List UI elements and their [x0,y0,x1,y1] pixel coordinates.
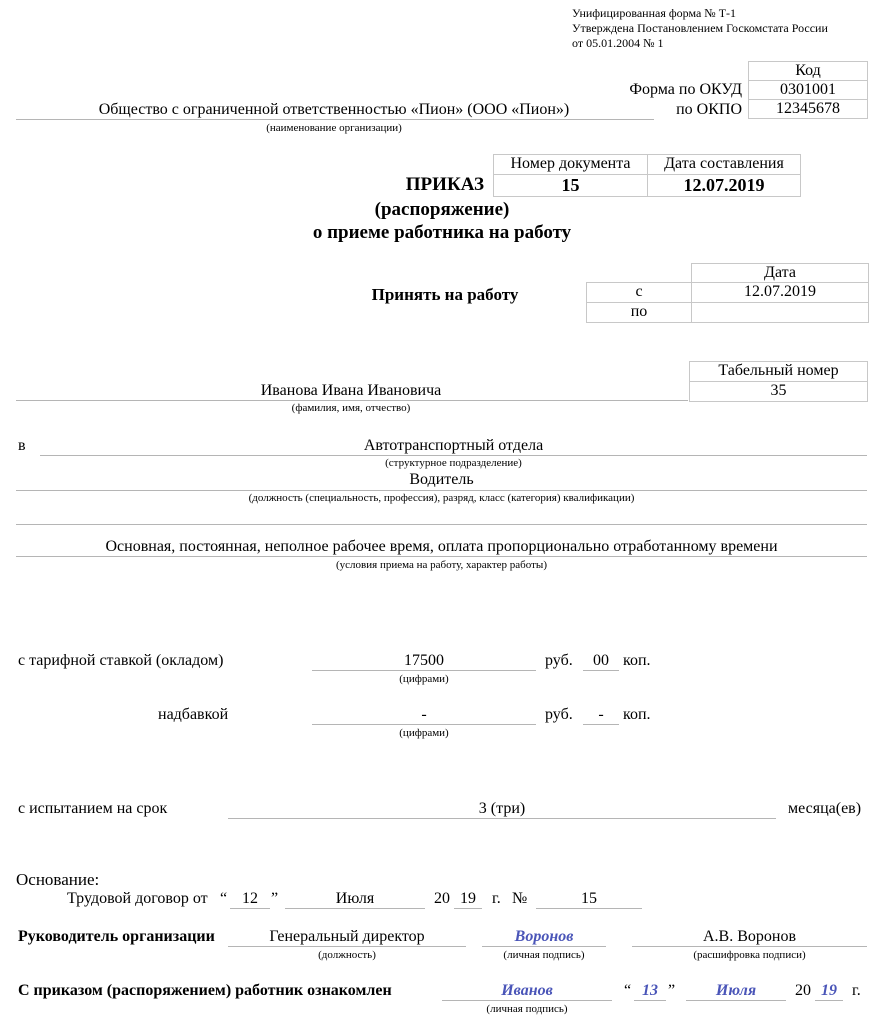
basis-year-label: г. [492,890,501,907]
okud-value: 0301001 [748,80,868,100]
salary-rub-label: руб. [545,652,573,669]
basis-number-line [536,908,642,909]
head-signature-caption: (личная подпись) [503,949,585,961]
salary-kop-value: 00 [593,652,609,669]
tab-number-header: Табельный номер [689,361,868,382]
basis-day: 12 [242,890,258,907]
bonus-kop-label: коп. [623,706,651,723]
basis-number-sign: № [512,890,528,907]
conditions-line [16,556,867,557]
hire-to-date [691,302,869,323]
salary-rub-line [312,670,536,671]
ack-label: С приказом (распоряжением) работник ознакомлен [18,982,392,999]
head-label: Руководитель организации [18,928,215,945]
ack-signature-caption: (личная подпись) [486,1003,568,1015]
employee-name: Иванова Ивана Ивановича [260,382,442,399]
ack-signature-line [442,1000,612,1001]
head-position-line [228,946,466,947]
employee-line [16,400,688,401]
okpo-value: 12345678 [748,99,868,119]
ack-year-label: г. [852,982,861,999]
salary-caption: (цифрами) [399,673,449,685]
head-name-line [632,946,867,947]
position-extra-line [16,524,867,525]
form-header-line1: Унифицированная форма № Т-1 [572,6,737,20]
basis-day-line [230,908,270,909]
basis-year-prefix: 20 [434,890,450,907]
hire-date-header: Дата [691,263,869,283]
basis-close-quote: ” [271,890,279,907]
basis-month-line [285,908,425,909]
ack-signature: Иванов [501,982,553,999]
basis-number: 15 [581,890,597,907]
organization-name: Общество с ограниченной ответственностью «Пион» (ООО «Пион») [98,101,570,118]
okpo-label: по ОКПО [676,101,742,118]
bonus-rub-value: - [421,706,427,723]
probation-line [228,818,776,819]
head-name: А.В. Воронов [702,928,796,945]
department-value: Автотранспортный отдела [363,437,544,454]
head-signature-line [482,946,606,947]
basis-year-suffix: 19 [460,890,476,907]
doc-number: 15 [493,174,648,197]
ack-open-quote: “ [624,982,632,999]
basis-label: Основание: [16,870,100,889]
salary-rub-value: 17500 [404,652,444,669]
doc-date: 12.07.2019 [647,174,801,197]
order-subtitle: (распоряжение) [374,199,510,220]
ack-close-quote: ” [668,982,676,999]
hire-label: Принять на работу [371,285,519,304]
ack-year-prefix: 20 [795,982,811,999]
bonus-caption: (цифрами) [399,727,449,739]
department-prefix: в [18,437,26,454]
ack-year-suffix: 19 [821,982,837,999]
hire-to-label: по [586,302,692,323]
salary-kop-line [583,670,619,671]
bonus-label: надбавкой [158,706,229,723]
head-position: Генеральный директор [269,928,425,945]
hire-from-label: с [586,282,692,303]
bonus-rub-line [312,724,536,725]
conditions-value: Основная, постоянная, неполное рабочее время, оплата пропорционально отработанному времени [105,538,778,555]
position-caption: (должность (специальность, профессия), разряд, класс (категория) квалификации) [248,492,635,504]
form-header-line3: от 05.01.2004 № 1 [572,36,664,50]
head-signature: Воронов [514,928,574,945]
ack-month-line [686,1000,786,1001]
organization-caption: (наименование организации) [266,122,402,134]
department-caption: (структурное подразделение) [385,457,522,469]
form-header [572,6,828,51]
form-header-line2: Утверждена Постановлением Госкомстата России [572,21,828,35]
salary-kop-label: коп. [623,652,651,669]
basis-open-quote: “ [220,890,228,907]
bonus-kop-line [583,724,619,725]
ack-month: Июля [715,982,757,999]
basis-month: Июля [335,890,375,907]
hire-from-date: 12.07.2019 [691,282,869,303]
ack-year-line [815,1000,843,1001]
department-line [40,455,867,456]
basis-year-line [454,908,482,909]
probation-label: с испытанием на срок [18,800,168,817]
okud-label: Форма по ОКУД [629,81,742,98]
probation-value: 3 (три) [478,800,526,817]
basis-contract-label: Трудовой договор от [67,890,208,907]
ack-day: 13 [642,982,658,999]
ack-day-line [634,1000,666,1001]
employee-caption: (фамилия, имя, отчество) [291,402,411,414]
order-purpose: о приеме работника на работу [312,222,572,243]
head-position-caption: (должность) [318,949,376,961]
bonus-rub-label: руб. [545,706,573,723]
head-name-caption: (расшифровка подписи) [693,949,806,961]
position-line [16,490,867,491]
organization-line [16,119,654,120]
bonus-kop-value: - [598,706,604,723]
position-value: Водитель [409,471,474,488]
probation-suffix: месяца(ев) [788,800,862,817]
doc-number-header: Номер документа [493,154,648,175]
conditions-caption: (условия приема на работу, характер работы) [336,559,547,571]
tab-number: 35 [689,381,868,402]
order-title: ПРИКАЗ [405,174,484,195]
salary-label: с тарифной ставкой (окладом) [18,652,224,669]
doc-date-header: Дата составления [647,154,801,175]
code-header: Код [748,61,868,81]
